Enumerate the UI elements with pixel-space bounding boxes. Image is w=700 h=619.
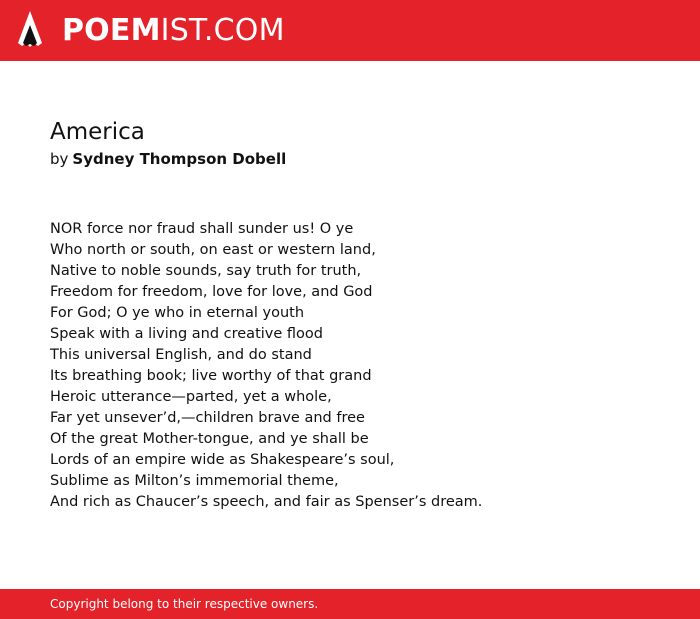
poem-line: Of the great Mother-tongue, and ye shall be [50, 431, 369, 447]
poem-content [50, 117, 670, 513]
poem-body [50, 219, 670, 513]
poem-line: Its breathing book; live worthy of that grand [50, 368, 372, 384]
site-logo[interactable] [62, 12, 285, 50]
logo-text-light: IST.COM [160, 13, 285, 48]
site-footer [0, 589, 700, 619]
poem-line: Far yet unsever’d,—children brave and free [50, 410, 365, 426]
poem-line: This universal English, and do stand [50, 347, 312, 363]
poem-line: NOR force nor fraud shall sunder us! O ye [50, 221, 354, 237]
poem-line: Freedom for freedom, love for love, and God [50, 284, 373, 300]
poem-line: For God; O ye who in eternal youth [50, 305, 305, 321]
poem-line: Speak with a living and creative flood [50, 326, 323, 342]
author-name: Sydney Thompson Dobell [72, 150, 287, 168]
poem-line: Lords of an empire wide as Shakespeare’s soul, [50, 452, 395, 468]
logo-text-bold: POEM [62, 13, 161, 48]
pencil-icon[interactable] [17, 10, 43, 52]
byline [50, 149, 670, 169]
poem-line: And rich as Chaucer’s speech, and fair as Spenser’s dream. [50, 494, 483, 510]
poem-line: Heroic utterance—parted, yet a whole, [50, 389, 332, 405]
site-header [0, 0, 700, 61]
poem-line: Sublime as Milton’s immemorial theme, [50, 473, 339, 489]
poem-line: Native to noble sounds, say truth for truth, [50, 263, 362, 279]
by-label: by [50, 150, 69, 168]
copyright-text: Copyright belong to their respective owners. [50, 597, 319, 611]
poem-line: Who north or south, on east or western land, [50, 242, 376, 258]
poem-title: America [50, 119, 145, 145]
